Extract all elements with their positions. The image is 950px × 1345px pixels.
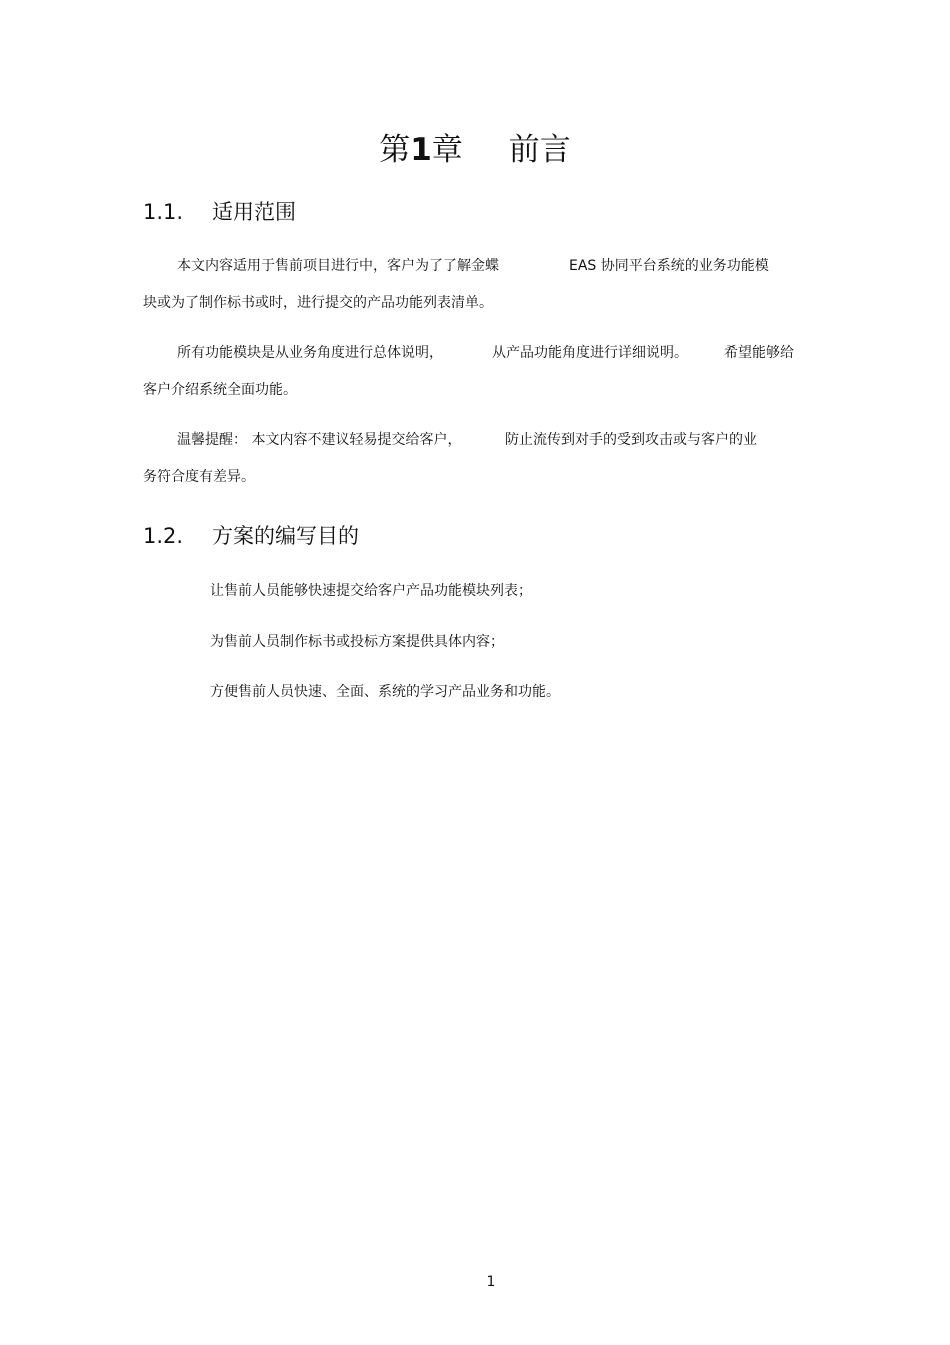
text-segment: EAS 协同平台系统的业务功能模: [569, 258, 769, 274]
chapter-name: 前言: [508, 132, 571, 168]
text-segment: 本文内容适用于售前项目进行中，客户为了了解金蝶: [177, 258, 499, 274]
paragraph-2-line-1: [0, 343, 950, 363]
chapter-title: [0, 128, 950, 172]
paragraph-1-line-1: [0, 256, 950, 276]
section-number: 1.2.: [143, 524, 184, 548]
section-title: 方案的编写目的: [212, 524, 359, 548]
section-number: 1.1.: [143, 200, 184, 224]
chapter-number: 1: [410, 132, 432, 168]
section-title: 适用范围: [212, 200, 296, 224]
list-item: 为售前人员制作标书或投标方案提供具体内容；: [210, 634, 504, 650]
text-segment: 防止流传到对手的受到攻击或与客户的业: [505, 432, 757, 448]
list-item: 方便售前人员快速、全面、系统的学习产品业务和功能。: [210, 684, 560, 700]
chapter-prefix: 第: [379, 132, 411, 168]
list-item: 让售前人员能够快速提交给客户产品功能模块列表；: [210, 583, 532, 599]
page-number: 1: [486, 1274, 496, 1290]
paragraph-1-line-2: 块或为了制作标书或时，进行提交的产品功能列表清单。: [143, 295, 493, 311]
section-heading-1-1: [143, 197, 296, 227]
paragraph-2-line-2: 客户介绍系统全面功能。: [143, 382, 297, 398]
text-segment: 所有功能模块是从业务角度进行总体说明，: [177, 345, 443, 361]
chapter-suffix: 章: [431, 132, 463, 168]
paragraph-3-line-2: 务符合度有差异。: [143, 469, 255, 485]
text-segment: 温馨提醒： 本文内容不建议轻易提交给客户，: [177, 432, 462, 448]
paragraph-3-line-1: [0, 430, 950, 450]
text-segment: 希望能够给: [724, 345, 794, 361]
text-segment: 从产品功能角度进行详细说明。: [492, 345, 688, 361]
section-heading-1-2: [143, 521, 359, 551]
